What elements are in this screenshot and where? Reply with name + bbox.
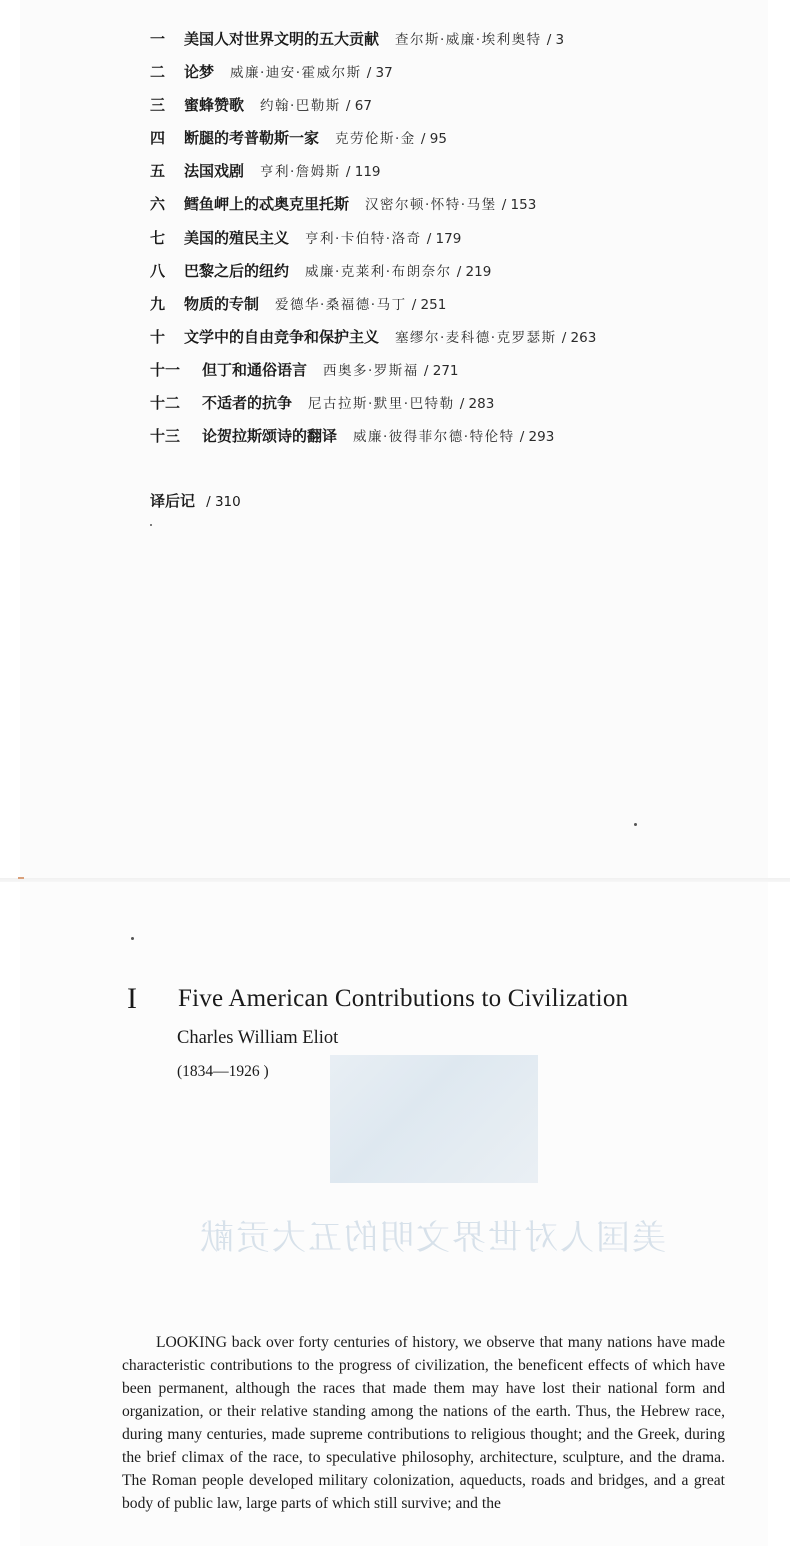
toc-entry-number: 一 [150,30,166,48]
toc-entry [150,392,750,425]
toc-entry-page: / 153 [501,197,537,214]
toc-entry-title: 巴黎之后的纽约 [184,261,290,280]
toc-entry-author: 亨利·卡伯特·洛奇 [305,230,422,247]
toc-entry-number: 五 [150,162,166,181]
paper-speck [150,524,152,526]
toc-entry [150,193,750,226]
toc-entry-title: 但丁和通俗语言 [202,360,308,379]
toc-entry-author: 尼古拉斯·默里·巴特勒 [308,396,455,413]
toc-entry [150,227,750,260]
paper-speck [634,823,637,826]
toc-entry-page: / 251 [411,296,447,313]
toc-entry [150,28,750,61]
toc-entry-number: 九 [150,294,166,313]
toc-entry-number: 十二 [150,394,181,413]
toc-entry-number: 十 [150,327,166,346]
toc-entry-author: 克劳伦斯·金 [335,131,416,148]
toc-entry-page: / 219 [456,263,492,280]
toc-entry-title: 断腿的考普勒斯一家 [184,129,320,148]
chapter-body-text: LOOKING back over forty centuries of history, we observe that many nations have made characteristic contributions to the progress of civilization, the beneficent effects of which have been permanent, although the races that made them may have lost their national form and organization, or their relative standing among the nations of the earth. Thus, the Hebrew race, during many centuries, made supreme contributions to religious thought; and the Greek, during the brief climax of the race, to speculative philosophy, architecture, sculpture, and the drama. The Roman people developed military colonization, aqueducts, roads and bridges, and a great body of public law, large parts of which still survive; and the [122,1334,725,1512]
afterword-page: / 310 [206,494,241,510]
toc-entry-number: 十一 [150,360,181,379]
toc-entry-number: 十三 [150,427,181,446]
toc-entry-page: / 283 [459,396,495,413]
toc-entry-number: 八 [150,261,166,280]
toc-entry [150,326,750,359]
chapter-title: Five American Contributions to Civilization [178,985,629,1012]
toc-entry-page: / 37 [366,65,393,82]
toc-entry [150,61,750,94]
toc-entry-author: 亨利·詹姆斯 [260,164,341,181]
toc-entry-author: 爱德华·桑福德·马丁 [275,296,407,313]
toc-entry-title: 不适者的抗争 [202,394,293,413]
toc-entry [150,293,750,326]
toc-entry-author: 约翰·巴勒斯 [260,98,341,115]
toc-entry-author: 威廉·迪安·霍威尔斯 [230,65,362,82]
afterword-entry [150,490,241,511]
toc-entry-number: 七 [150,228,166,247]
page-edge-mark [18,877,24,879]
chapter-author-dates: (1834—1926 ) [177,1063,269,1080]
toc-entry [150,127,750,160]
toc-entry-title: 法国戏剧 [184,162,245,181]
chapter-author: Charles William Eliot [177,1028,339,1048]
bleed-through-heading: 美国人对世界文明的五大贡献 [198,1218,666,1258]
toc-entry-page: / 271 [423,362,459,379]
toc-entry-page: / 3 [546,32,565,48]
bleed-through-illustration [330,1055,538,1183]
toc-entry [150,425,750,458]
toc-entry [150,160,750,193]
toc-entry-number: 二 [150,63,166,82]
toc-entry-author: 查尔斯·威廉·埃利奥特 [395,32,542,48]
chapter-number: I [127,982,137,1015]
toc-entry-page: / 95 [420,131,447,148]
toc-entry-number: 三 [150,96,166,115]
toc-entry-page: / 179 [426,230,462,247]
toc-entry-title: 蜜蜂赞歌 [184,96,245,115]
toc-entry-title: 论贺拉斯颂诗的翻译 [202,427,338,446]
toc-entry-page: / 263 [561,329,597,346]
toc-entry-page: / 67 [345,98,372,115]
toc-entry-author: 威廉·彼得菲尔德·特伦特 [353,429,515,446]
paper-speck [131,937,134,940]
toc-entry-title: 美国人对世界文明的五大贡献 [184,30,380,48]
toc-entry-title: 论梦 [184,63,215,82]
toc-entry-page: / 293 [519,429,555,446]
afterword-label: 译后记 [150,492,196,510]
toc-entry-page: / 119 [345,164,381,181]
toc-entry-title: 物质的专制 [184,294,260,313]
toc-entry-author: 威廉·克莱利·布朗奈尔 [305,263,452,280]
toc-entry [150,359,750,392]
table-of-contents [150,28,750,458]
toc-entry-title: 美国的殖民主义 [184,228,290,247]
toc-entry [150,94,750,127]
toc-entry-number: 六 [150,195,166,214]
toc-entry [150,260,750,293]
toc-entry-author: 汉密尔顿·怀特·马堡 [365,197,497,214]
toc-entry-author: 西奥多·罗斯福 [323,362,419,379]
toc-entry-number: 四 [150,129,166,148]
toc-entry-title: 文学中的自由竞争和保护主义 [184,327,380,346]
toc-entry-title: 鳕鱼岬上的忒奥克里托斯 [184,195,350,214]
toc-entry-author: 塞缪尔·麦科德·克罗瑟斯 [395,329,557,346]
